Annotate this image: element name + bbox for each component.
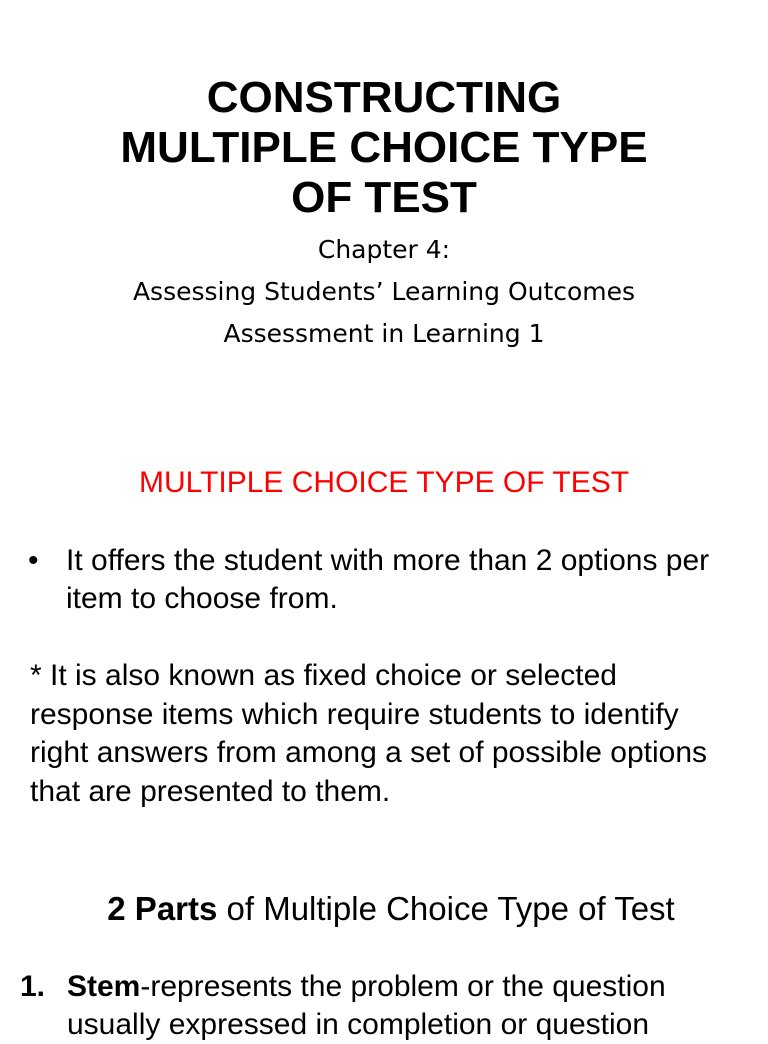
section-heading: MULTIPLE CHOICE TYPE OF TEST [138,466,630,499]
page-title [0,73,768,223]
parts-heading-bold: 2 Parts [107,890,218,927]
list-item [20,968,740,1044]
list-item-term: Stem [67,970,141,1003]
title-line-3: OF TEST [291,173,477,222]
list-item-number: 1. [20,970,46,1003]
parts-heading [0,889,768,929]
bullet-item [28,542,728,618]
title-line-2: MULTIPLE CHOICE TYPE [120,123,648,172]
list-item-body [20,968,740,1044]
parts-heading-rest: of Multiple Choice Type of Test [217,890,675,927]
list-item-description: -represents the problem or the question usually expressed in completion or question [67,970,666,1041]
subtitle-block [0,229,768,355]
bullet-dot-icon: • [28,544,39,577]
chapter-label: Chapter 4: [317,235,451,264]
title-line-1: CONSTRUCTING [206,73,562,122]
bullet-text: It offers the student with more than 2 options per item to choose from. [66,544,710,615]
course-label: Assessment in Learning 1 [223,319,545,348]
definition-note: * It is also known as fixed choice or selected response items which require students to identify right answers from among a set of possible options that are presented to them. [30,659,708,808]
topic-label: Assessing Students’ Learning Outcomes [132,277,636,306]
